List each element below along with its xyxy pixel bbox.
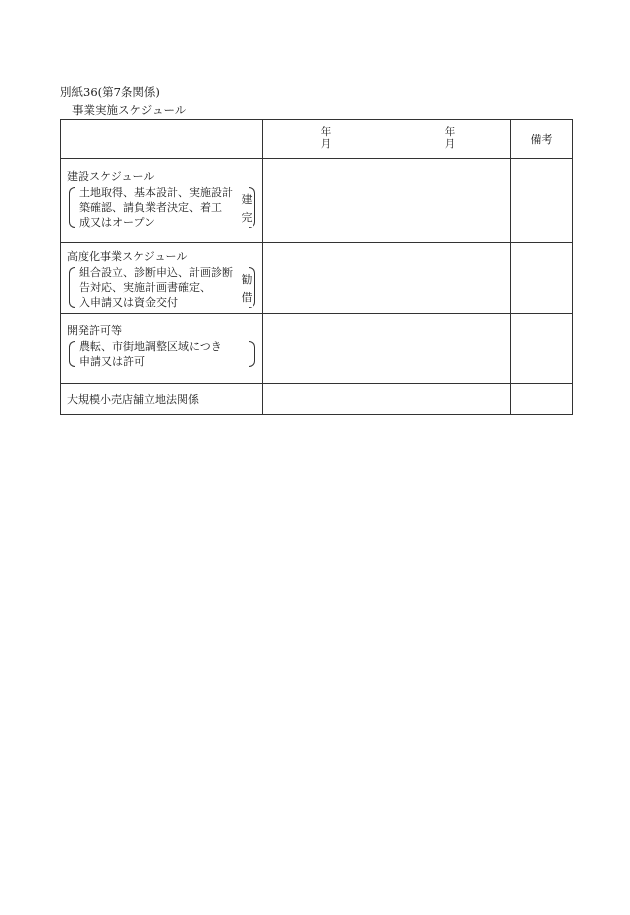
table-header-row (61, 120, 573, 159)
document-reference: 別紙36(第7条関係) (60, 85, 160, 99)
schedule-cell[interactable] (263, 243, 511, 314)
item-detail-bracket (69, 265, 255, 310)
schedule-cell[interactable] (263, 159, 511, 243)
table-row (61, 243, 573, 314)
period-end (443, 126, 457, 150)
item-detail-line: 築確認、請負業者決定、着工 (79, 201, 222, 214)
table-row (61, 314, 573, 384)
item-title: 建設スケジュール (67, 170, 155, 183)
item-title: 高度化事業スケジュール (67, 250, 188, 263)
item-detail-line: 申請又は許可 (79, 355, 145, 368)
table-row (61, 159, 573, 243)
side-char: 建 (241, 193, 253, 206)
item-cell (61, 314, 263, 384)
period-start-year: 年 (320, 126, 332, 138)
remarks-cell[interactable] (511, 384, 573, 415)
item-side-text (241, 271, 253, 307)
item-detail-bracket (69, 185, 255, 230)
table-row (61, 384, 573, 415)
remarks-label: 備考 (530, 133, 553, 146)
period-end-month: 月 (444, 138, 456, 150)
side-char: 勧 (241, 273, 253, 286)
item-cell (61, 243, 263, 314)
side-char: 完 (241, 211, 253, 224)
remarks-cell[interactable] (511, 159, 573, 243)
header-period-cell (263, 120, 511, 159)
item-detail-line: 成又はオープン (79, 216, 156, 229)
item-cell (61, 384, 263, 415)
schedule-cell[interactable] (263, 384, 511, 415)
period-start-month: 月 (320, 138, 332, 150)
remarks-cell[interactable] (511, 243, 573, 314)
period-start (319, 126, 333, 150)
header-item-cell (61, 120, 263, 159)
item-detail-line: 農転、市街地調整区域につき (79, 340, 222, 353)
item-detail-line: 土地取得、基本設計、実施設計 (79, 186, 233, 199)
item-detail-line: 入申請又は資金交付 (79, 296, 178, 309)
item-detail-line: 告対応、実施計画書確定、 (79, 281, 211, 294)
remarks-cell[interactable] (511, 314, 573, 384)
item-cell (61, 159, 263, 243)
period-end-year: 年 (444, 126, 456, 138)
schedule-table (60, 119, 573, 415)
schedule-cell[interactable] (263, 314, 511, 384)
item-detail-line: 組合設立、診断申込、計画診断 (79, 266, 233, 279)
document-title: 事業実施スケジュール (72, 103, 187, 117)
item-title: 大規模小売店舗立地法関係 (67, 393, 199, 406)
item-side-text (241, 191, 253, 227)
side-char: 借 (241, 291, 253, 304)
item-title: 開発許可等 (67, 324, 122, 337)
item-detail-bracket (69, 339, 255, 369)
header-remarks-cell (511, 120, 573, 159)
